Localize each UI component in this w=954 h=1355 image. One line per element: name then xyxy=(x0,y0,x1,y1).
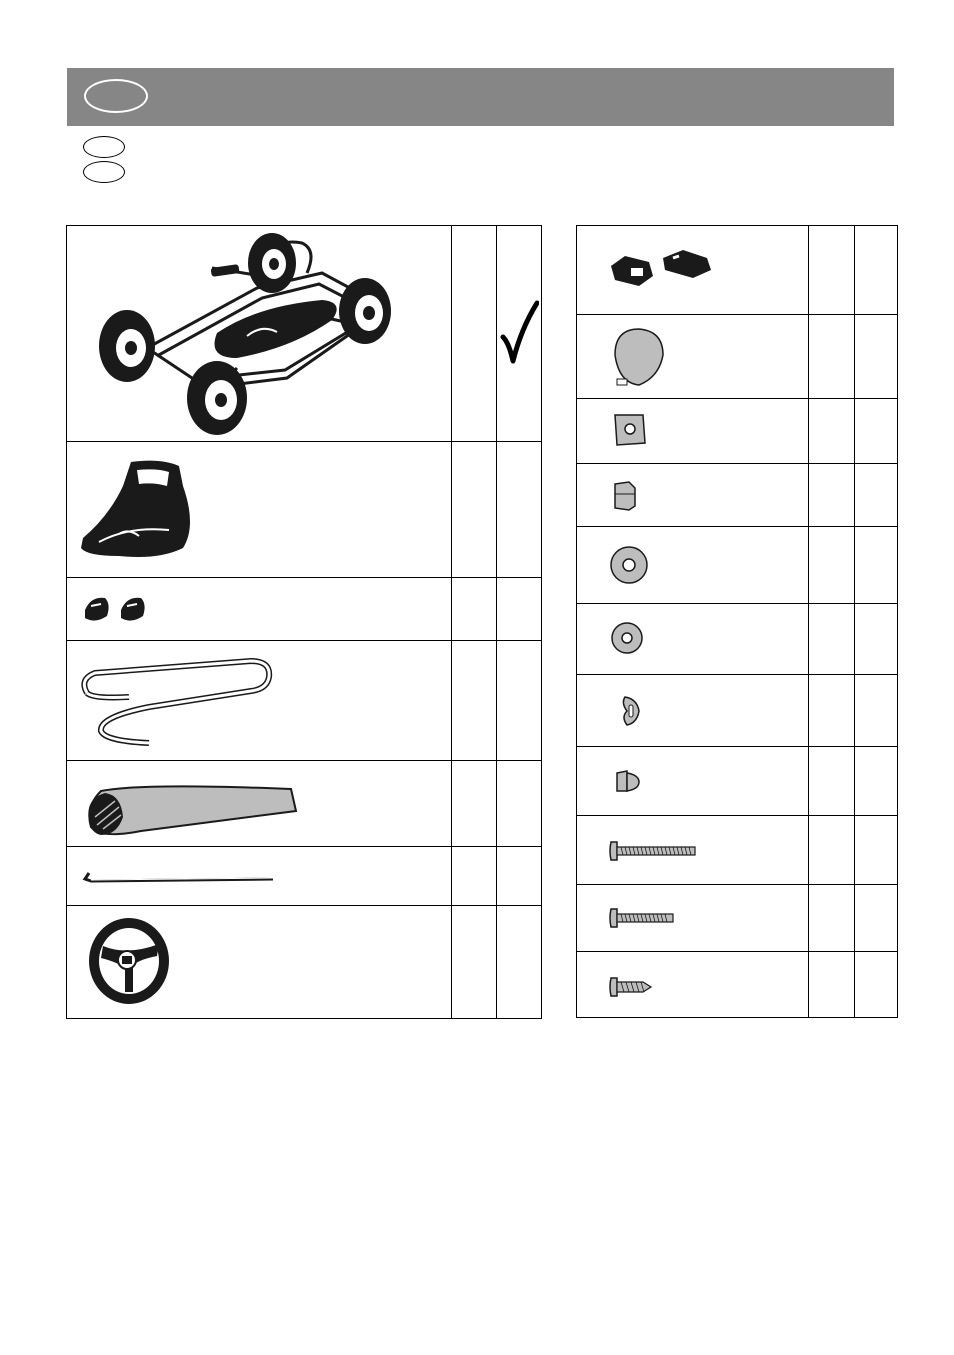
header-bar xyxy=(67,68,894,126)
hub-cap-icon xyxy=(609,325,669,391)
qty-cell xyxy=(451,442,496,577)
part-row-pedal-blocks xyxy=(577,226,897,315)
part-row-bumper-bar xyxy=(67,641,541,761)
part-row-square-nut xyxy=(577,399,897,464)
qty-cell xyxy=(451,847,496,905)
qty-cell xyxy=(808,952,854,1017)
check-cell[interactable] xyxy=(496,847,542,905)
part-row-large-washer xyxy=(577,527,897,604)
check-cell[interactable] xyxy=(854,527,898,603)
wheel-front-left xyxy=(99,310,155,382)
part-row-spoiler xyxy=(67,761,541,847)
part-row-hub-cap xyxy=(577,315,897,399)
go-kart-frame-icon xyxy=(87,228,407,438)
qty-cell xyxy=(808,464,854,526)
qty-cell xyxy=(808,747,854,815)
part-row-seat xyxy=(67,442,541,578)
check-cell[interactable] xyxy=(496,641,542,760)
qty-cell xyxy=(808,885,854,951)
part-row-go-kart-frame xyxy=(67,226,541,442)
language-badge-main[interactable] xyxy=(84,79,148,113)
part-row-medium-bolt xyxy=(577,885,897,952)
bumper-bar-icon xyxy=(79,653,279,753)
check-cell[interactable] xyxy=(496,578,542,640)
check-cell[interactable] xyxy=(854,315,898,398)
check-cell[interactable] xyxy=(854,604,898,674)
check-cell[interactable] xyxy=(854,952,898,1017)
washer-small-icon xyxy=(609,620,645,656)
check-cell[interactable] xyxy=(854,747,898,815)
qty-cell xyxy=(808,226,854,314)
cap-nut-icon xyxy=(613,767,643,797)
check-cell[interactable] xyxy=(854,399,898,463)
long-bolt-icon xyxy=(607,838,697,864)
wheel-front-right xyxy=(187,361,247,435)
qty-cell xyxy=(808,816,854,884)
language-badge-secondary-2[interactable] xyxy=(83,161,125,183)
qty-cell xyxy=(808,527,854,603)
clip-icon xyxy=(617,693,643,729)
qty-cell xyxy=(808,399,854,463)
part-row-clip-washer xyxy=(577,675,897,747)
qty-cell xyxy=(451,761,496,846)
check-cell[interactable] xyxy=(854,885,898,951)
wheel-rear-right xyxy=(339,278,391,344)
medium-bolt-icon xyxy=(607,905,677,931)
check-cell[interactable] xyxy=(496,226,542,441)
qty-cell xyxy=(451,578,496,640)
steering-wheel-icon xyxy=(87,916,173,1006)
qty-cell xyxy=(451,226,496,441)
part-row-steering-wheel xyxy=(67,906,541,1018)
wheel-rear-top xyxy=(248,233,296,293)
check-cell[interactable] xyxy=(496,442,542,577)
pedal-icon xyxy=(81,590,161,630)
washer-large-icon xyxy=(607,543,651,587)
square-nut-icon xyxy=(611,411,651,451)
pedal-block-icon xyxy=(607,248,717,298)
qty-cell xyxy=(808,315,854,398)
seat-icon xyxy=(79,456,199,566)
check-cell[interactable] xyxy=(854,675,898,746)
spoiler-icon xyxy=(81,771,311,841)
language-badge-secondary-1[interactable] xyxy=(83,136,125,158)
parts-table-left xyxy=(66,225,542,1019)
part-row-small-nut xyxy=(577,464,897,527)
check-cell[interactable] xyxy=(496,906,542,1018)
nut-icon xyxy=(611,478,641,514)
part-row-long-bolt xyxy=(577,816,897,885)
part-row-small-washer xyxy=(577,604,897,675)
qty-cell xyxy=(451,906,496,1018)
part-row-pedals xyxy=(67,578,541,641)
qty-cell xyxy=(808,604,854,674)
qty-cell xyxy=(451,641,496,760)
qty-cell xyxy=(808,675,854,746)
checkmark-icon xyxy=(499,299,539,369)
part-row-short-screw xyxy=(577,952,897,1017)
check-cell[interactable] xyxy=(854,464,898,526)
parts-table-right xyxy=(576,225,898,1018)
check-cell[interactable] xyxy=(496,761,542,846)
part-row-cap-nut xyxy=(577,747,897,816)
check-cell[interactable] xyxy=(854,226,898,314)
screw-icon xyxy=(607,974,657,1000)
rod-icon xyxy=(81,869,281,889)
check-cell[interactable] xyxy=(854,816,898,884)
part-row-steering-rod xyxy=(67,847,541,906)
